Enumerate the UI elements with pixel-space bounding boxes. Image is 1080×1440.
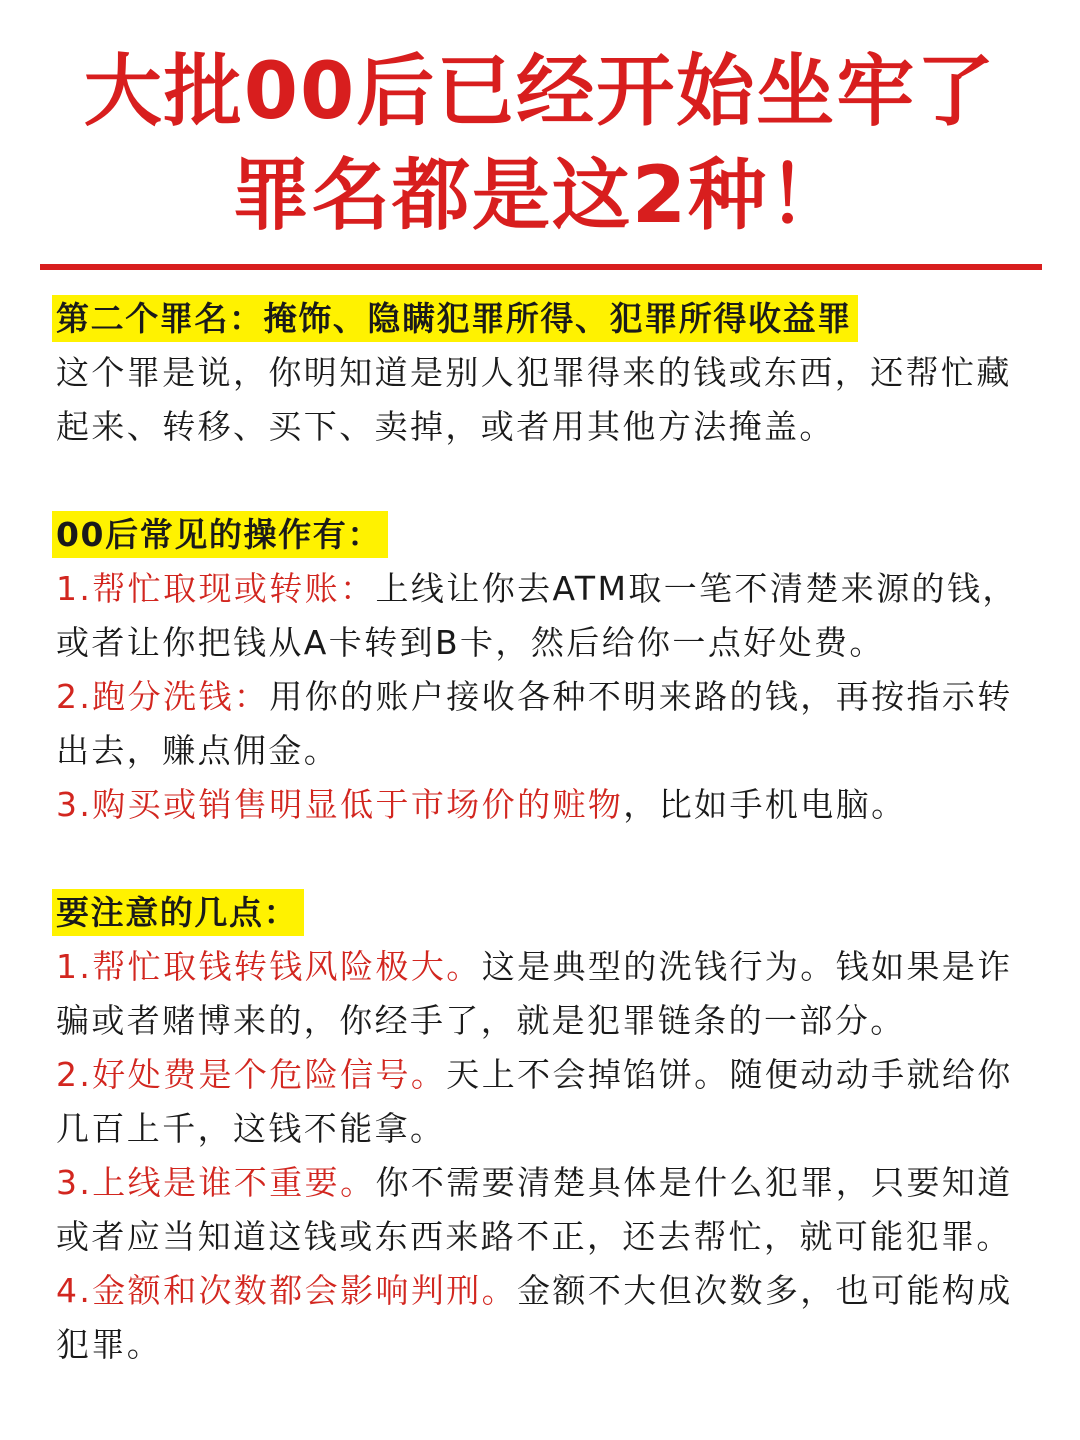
item-text: 天上不会掉馅饼。随便动动手就给你几百上千，这钱不能拿。 (56, 1055, 1013, 1148)
list-item (56, 940, 1028, 1048)
item-lead: 3.上线是谁不重要。 (56, 1163, 376, 1202)
spacer (56, 454, 1028, 508)
page-title-line-1: 大批00后已经开始坐牢了 (83, 47, 997, 137)
section-heading-operations: 00后常见的操作有： (52, 511, 388, 558)
section-heading-notes: 要注意的几点： (52, 889, 304, 936)
item-lead: 3.购买或销售明显低于市场价的赃物 (56, 785, 624, 824)
list-item (56, 562, 1028, 670)
section-common-operations (56, 508, 1028, 832)
item-lead: 4.金额和次数都会影响判刑。 (56, 1271, 518, 1310)
list-item (56, 1156, 1028, 1264)
spacer (56, 832, 1028, 886)
article-body (56, 292, 1028, 1372)
list-item (56, 778, 1028, 832)
item-text: 金额不大但次数多，也可能构成犯罪。 (56, 1271, 1013, 1364)
section-crime-definition (56, 292, 1028, 454)
item-text: 这是典型的洗钱行为。钱如果是诈骗或者赌博来的，你经手了，就是犯罪链条的一部分。 (56, 947, 1013, 1040)
item-text: 你不需要清楚具体是什么犯罪，只要知道或者应当知道这钱或东西来路不正，还去帮忙，就可能犯罪。 (56, 1163, 1013, 1256)
item-lead: 2.好处费是个危险信号。 (56, 1055, 447, 1094)
section-heading-crime: 第二个罪名：掩饰、隐瞒犯罪所得、犯罪所得收益罪 (52, 295, 858, 342)
item-lead: 1.帮忙取钱转钱风险极大。 (56, 947, 482, 986)
page-title-line-2: 罪名都是这2种！ (231, 151, 849, 241)
item-text: 上线让你去ATM取一笔不清楚来源的钱，或者让你把钱从A卡转到B卡，然后给你一点好处费。 (56, 569, 1018, 662)
item-text: ，比如手机电脑。 (623, 785, 907, 824)
list-item (56, 1048, 1028, 1156)
list-item (56, 670, 1028, 778)
title-divider (40, 264, 1042, 270)
item-lead: 1.帮忙取现或转账： (56, 569, 376, 608)
item-lead: 2.跑分洗钱： (56, 677, 270, 716)
crime-description: 这个罪是说，你明知道是别人犯罪得来的钱或东西，还帮忙藏起来、转移、买下、卖掉，或者用其他方法掩盖。 (56, 353, 1012, 446)
list-item (56, 1264, 1028, 1372)
item-text: 用你的账户接收各种不明来路的钱，再按指示转出去，赚点佣金。 (56, 677, 1013, 770)
section-notes (56, 886, 1028, 1372)
